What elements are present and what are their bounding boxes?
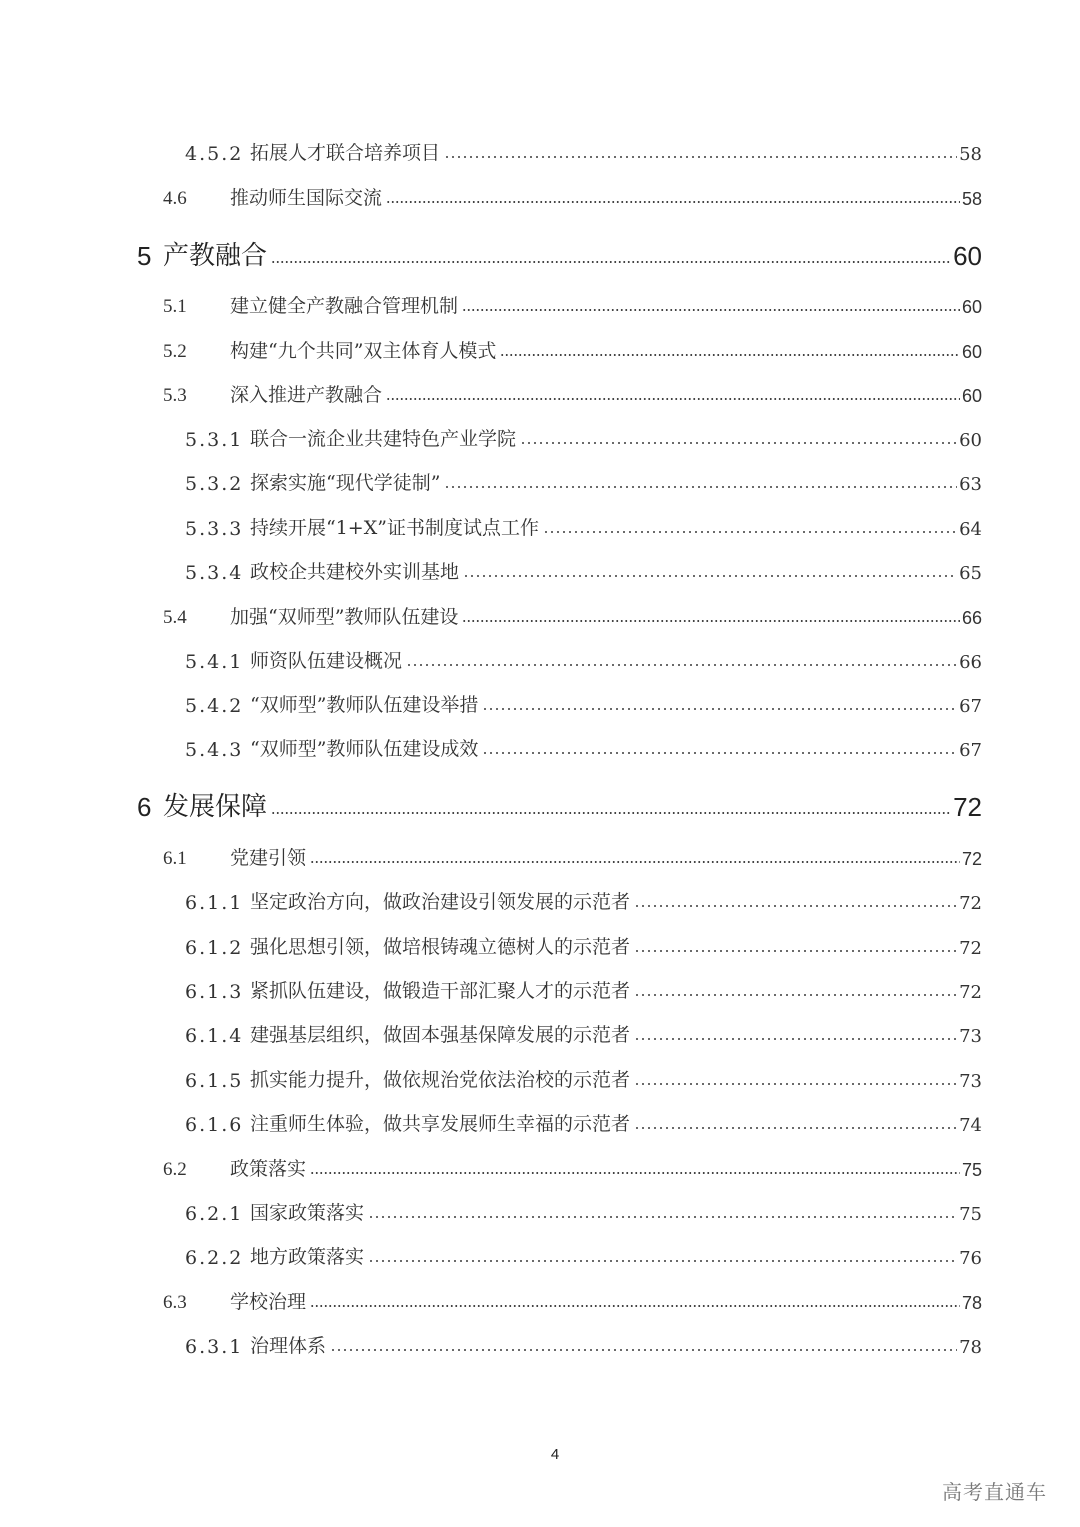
dot-leader bbox=[462, 620, 960, 622]
toc-entry[interactable] bbox=[0, 1286, 982, 1314]
toc-entry-number: 6.1 bbox=[163, 848, 187, 869]
toc-entry-page: 74 bbox=[959, 1115, 982, 1136]
toc-entry-number: 5.1 bbox=[163, 296, 187, 317]
toc-entry-title: 政策落实 bbox=[230, 1158, 307, 1180]
toc-entry-page: 60 bbox=[961, 386, 982, 406]
dot-leader bbox=[310, 1305, 960, 1307]
toc-entry-number: 4.6 bbox=[163, 188, 187, 209]
dot-leader bbox=[463, 575, 957, 577]
toc-entry[interactable] bbox=[0, 1019, 982, 1047]
dot-leader bbox=[482, 752, 957, 754]
dot-leader bbox=[271, 261, 951, 263]
toc-entry-page: 65 bbox=[959, 563, 982, 584]
toc-entry-page: 60 bbox=[959, 430, 982, 451]
dot-leader bbox=[634, 950, 957, 952]
toc-entry[interactable] bbox=[0, 842, 982, 870]
toc-entry-number: 6.1.6 bbox=[185, 1114, 244, 1136]
toc-entry[interactable] bbox=[0, 733, 982, 761]
toc-entry-page: 78 bbox=[961, 1293, 982, 1313]
dot-leader bbox=[634, 994, 957, 996]
toc-entry-title: 治理体系 bbox=[250, 1335, 327, 1357]
dot-leader bbox=[500, 354, 960, 356]
toc-entry-title: 发展保障 bbox=[163, 792, 268, 822]
toc-entry-page: 73 bbox=[959, 1071, 982, 1092]
toc-entry-page: 72 bbox=[961, 849, 982, 869]
toc-entry-title: 学校治理 bbox=[230, 1291, 307, 1313]
dot-leader bbox=[543, 531, 957, 533]
toc-entry-title: 推动师生国际交流 bbox=[230, 187, 383, 209]
dot-leader bbox=[386, 201, 960, 203]
toc-entry-title: 紧抓队伍建设，做锻造干部汇聚人才的示范者 bbox=[250, 980, 631, 1002]
toc-entry-title: 产教融合 bbox=[163, 241, 268, 271]
toc-entry[interactable] bbox=[0, 1241, 982, 1269]
toc-entry-number: 4.5.2 bbox=[185, 143, 244, 165]
toc-entry[interactable] bbox=[0, 379, 982, 407]
toc-entry-page: 60 bbox=[953, 241, 982, 271]
toc-entry-title: 构建“九个共同”双主体育人模式 bbox=[230, 340, 497, 362]
toc-entry-number: 6 bbox=[137, 792, 152, 822]
toc-entry-number: 6.2.2 bbox=[185, 1247, 244, 1269]
toc-entry-page: 72 bbox=[959, 893, 982, 914]
toc-entry-page: 67 bbox=[959, 740, 982, 761]
dot-leader bbox=[634, 1038, 957, 1040]
toc-entry-number: 5.4.3 bbox=[185, 739, 244, 761]
toc-entry-number: 5.3 bbox=[163, 385, 187, 406]
toc-entry-number: 5.4.1 bbox=[185, 651, 244, 673]
toc-entry-number: 6.2.1 bbox=[185, 1203, 244, 1225]
dot-leader bbox=[634, 1127, 957, 1129]
dot-leader bbox=[330, 1349, 957, 1351]
toc-entry[interactable] bbox=[0, 290, 982, 318]
toc-entry-title: 政校企共建校外实训基地 bbox=[250, 561, 460, 583]
toc-entry-page: 72 bbox=[959, 982, 982, 1003]
toc-entry-title: 抓实能力提升，做依规治党依法治校的示范者 bbox=[250, 1069, 631, 1091]
toc-entry-title: 加强“双师型”教师队伍建设 bbox=[230, 606, 459, 628]
dot-leader bbox=[444, 486, 957, 488]
toc-entry-title: 建立健全产教融合管理机制 bbox=[230, 295, 459, 317]
toc-entry[interactable] bbox=[0, 975, 982, 1003]
toc-entry-title: 注重师生体验，做共享发展师生幸福的示范者 bbox=[250, 1113, 631, 1135]
dot-leader bbox=[386, 398, 960, 400]
toc-entry-title: 师资队伍建设概况 bbox=[250, 650, 403, 672]
toc-entry-title: 党建引领 bbox=[230, 847, 307, 869]
dot-leader bbox=[462, 309, 960, 311]
toc-entry-number: 6.2 bbox=[163, 1159, 187, 1180]
watermark: 高考直通车 bbox=[942, 1480, 1047, 1504]
toc-entry[interactable] bbox=[0, 1330, 982, 1358]
toc-entry[interactable] bbox=[0, 512, 982, 540]
toc-entry-title: 强化思想引领，做培根铸魂立德树人的示范者 bbox=[250, 936, 631, 958]
toc-entry-number: 5.4 bbox=[163, 607, 187, 628]
toc-entry-number: 5.3.4 bbox=[185, 562, 244, 584]
toc-entry[interactable] bbox=[0, 1197, 982, 1225]
toc-entry[interactable] bbox=[0, 886, 982, 914]
toc-entry[interactable] bbox=[0, 423, 982, 451]
dot-leader bbox=[310, 1172, 960, 1174]
toc-entry-page: 58 bbox=[959, 144, 982, 165]
toc-entry[interactable] bbox=[0, 1153, 982, 1181]
toc-entry-number: 6.3.1 bbox=[185, 1336, 244, 1358]
toc-entry-page: 72 bbox=[959, 938, 982, 959]
toc-entry[interactable] bbox=[0, 645, 982, 673]
toc-entry-page: 73 bbox=[959, 1026, 982, 1047]
toc-entry-title: 建强基层组织，做固本强基保障发展的示范者 bbox=[250, 1024, 631, 1046]
toc-entry-number: 5 bbox=[137, 241, 152, 271]
toc-entry-number: 6.1.2 bbox=[185, 937, 244, 959]
page-number: 4 bbox=[550, 1446, 560, 1463]
toc-entry[interactable] bbox=[0, 137, 982, 165]
toc-entry-number: 6.1.1 bbox=[185, 892, 244, 914]
toc-entry[interactable] bbox=[0, 1108, 982, 1136]
toc-entry[interactable] bbox=[0, 335, 982, 363]
toc-entry[interactable] bbox=[0, 787, 982, 823]
toc-entry[interactable] bbox=[0, 1064, 982, 1092]
toc-entry-title: 联合一流企业共建特色产业学院 bbox=[250, 428, 517, 450]
toc-entry[interactable] bbox=[0, 467, 982, 495]
toc-entry-number: 5.3.3 bbox=[185, 518, 244, 540]
toc-entry-number: 5.3.2 bbox=[185, 473, 244, 495]
toc-entry-page: 58 bbox=[961, 189, 982, 209]
toc-entry-title: 持续开展“1+X”证书制度试点工作 bbox=[250, 517, 539, 539]
dot-leader bbox=[310, 861, 960, 863]
toc-entry-title: “双师型”教师队伍建设成效 bbox=[250, 738, 479, 760]
toc-entry-page: 75 bbox=[959, 1204, 982, 1225]
toc-entry-number: 5.2 bbox=[163, 341, 187, 362]
toc-entry[interactable] bbox=[0, 182, 982, 210]
toc-entry-number: 6.1.5 bbox=[185, 1070, 244, 1092]
toc-entry-title: 地方政策落实 bbox=[250, 1246, 365, 1268]
toc-entry[interactable] bbox=[0, 689, 982, 717]
toc-entry-page: 75 bbox=[961, 1160, 982, 1180]
toc-entry-title: 深入推进产教融合 bbox=[230, 384, 383, 406]
toc-entry-title: 国家政策落实 bbox=[250, 1202, 365, 1224]
toc-entry-page: 66 bbox=[961, 608, 982, 628]
dot-leader bbox=[444, 156, 957, 158]
toc-entry-title: 拓展人才联合培养项目 bbox=[250, 142, 441, 164]
toc-entry-page: 60 bbox=[961, 297, 982, 317]
toc-entry-page: 64 bbox=[959, 519, 982, 540]
toc-entry-title: 坚定政治方向，做政治建设引领发展的示范者 bbox=[250, 891, 631, 913]
toc-entry-number: 5.4.2 bbox=[185, 695, 244, 717]
toc-entry-page: 76 bbox=[959, 1248, 982, 1269]
toc-entry[interactable] bbox=[0, 601, 982, 629]
dot-leader bbox=[406, 664, 957, 666]
toc-entry-page: 63 bbox=[959, 474, 982, 495]
dot-leader bbox=[368, 1216, 957, 1218]
dot-leader bbox=[271, 812, 951, 814]
toc-entry-page: 72 bbox=[953, 792, 982, 822]
dot-leader bbox=[520, 442, 957, 444]
toc-entry-title: 探索实施“现代学徒制” bbox=[250, 472, 441, 494]
toc-entry-title: “双师型”教师队伍建设举措 bbox=[250, 694, 479, 716]
toc-entry-number: 6.1.3 bbox=[185, 981, 244, 1003]
toc-entry-number: 5.3.1 bbox=[185, 429, 244, 451]
dot-leader bbox=[368, 1260, 957, 1262]
dot-leader bbox=[634, 905, 957, 907]
dot-leader bbox=[482, 708, 957, 710]
toc-entry-page: 67 bbox=[959, 696, 982, 717]
toc-entry[interactable] bbox=[0, 236, 982, 272]
toc-entry[interactable] bbox=[0, 931, 982, 959]
toc-entry[interactable] bbox=[0, 556, 982, 584]
toc-entry-number: 6.3 bbox=[163, 1292, 187, 1313]
toc-entry-page: 78 bbox=[959, 1337, 982, 1358]
toc-entry-page: 60 bbox=[961, 342, 982, 362]
toc-entry-page: 66 bbox=[959, 652, 982, 673]
toc-entry-number: 6.1.4 bbox=[185, 1025, 244, 1047]
dot-leader bbox=[634, 1083, 957, 1085]
